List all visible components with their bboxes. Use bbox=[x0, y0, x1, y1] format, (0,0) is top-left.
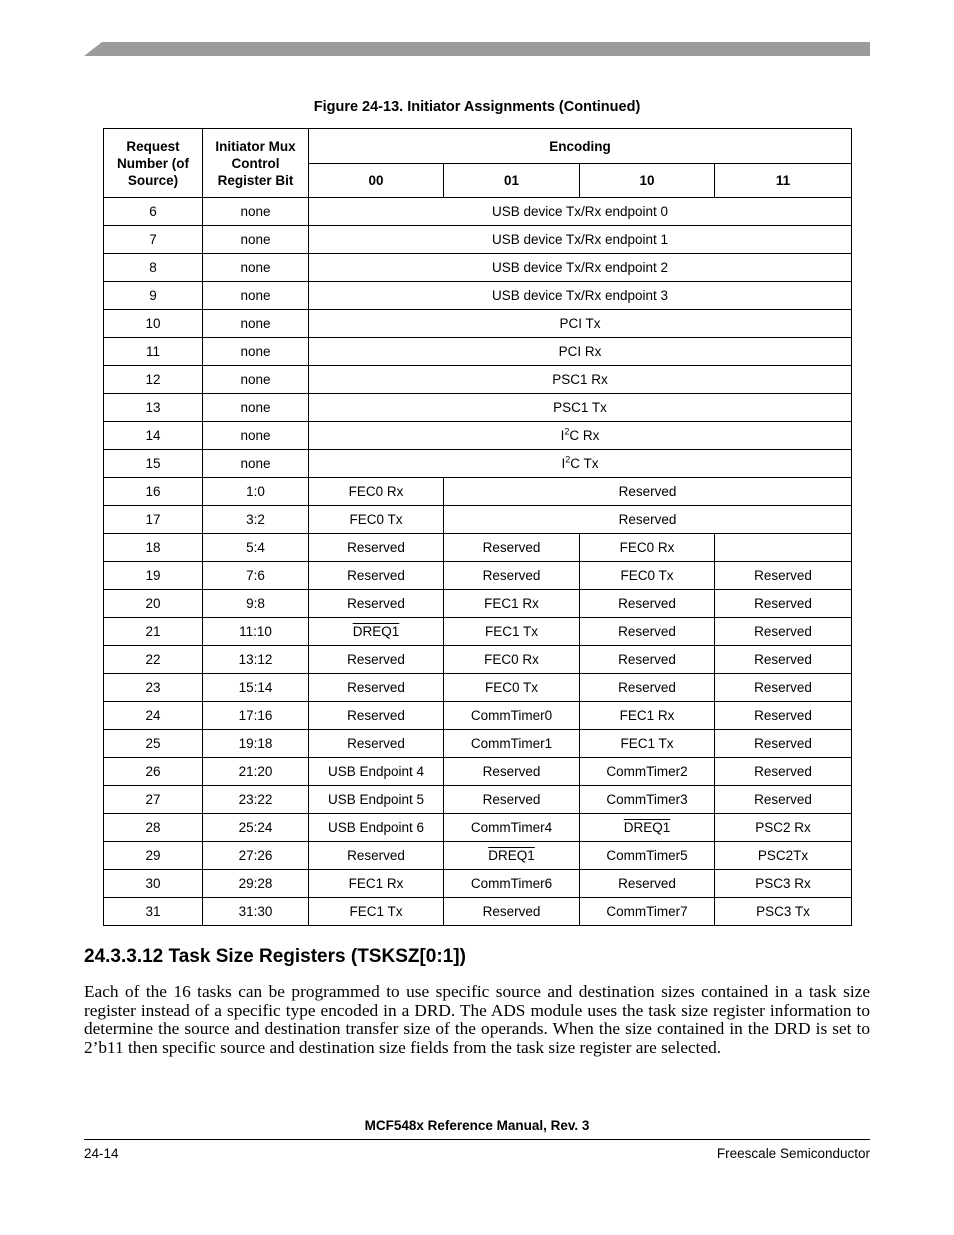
mux-bit: none bbox=[203, 310, 309, 338]
mux-bit: 13:12 bbox=[203, 646, 309, 674]
table-row bbox=[104, 534, 852, 562]
mux-bit: 27:26 bbox=[203, 842, 309, 870]
encoding-10: CommTimer2 bbox=[580, 758, 715, 786]
encoding-10: Reserved bbox=[580, 870, 715, 898]
table-row bbox=[104, 254, 852, 282]
encoding-00: Reserved bbox=[309, 562, 444, 590]
request-number: 13 bbox=[104, 394, 203, 422]
mux-bit: 5:4 bbox=[203, 534, 309, 562]
table-row bbox=[104, 450, 852, 478]
encoding-01 bbox=[444, 842, 580, 870]
request-number: 25 bbox=[104, 730, 203, 758]
encoding-00: USB Endpoint 5 bbox=[309, 786, 444, 814]
request-number: 26 bbox=[104, 758, 203, 786]
encoding-11: PSC3 Tx bbox=[715, 898, 852, 926]
request-number: 15 bbox=[104, 450, 203, 478]
dreq-signal: DREQ1 bbox=[623, 820, 671, 835]
mux-bit: 9:8 bbox=[203, 590, 309, 618]
encoding-10: FEC1 Tx bbox=[580, 730, 715, 758]
encoding-cell: USB device Tx/Rx endpoint 2 bbox=[309, 254, 852, 282]
encoding-00: Reserved bbox=[309, 646, 444, 674]
table-row bbox=[104, 618, 852, 646]
table-row bbox=[104, 898, 852, 926]
request-number: 22 bbox=[104, 646, 203, 674]
table-row bbox=[104, 310, 852, 338]
table-row bbox=[104, 758, 852, 786]
encoding-cell: USB device Tx/Rx endpoint 3 bbox=[309, 282, 852, 310]
table-row bbox=[104, 506, 852, 534]
encoding-00: FEC1 Tx bbox=[309, 898, 444, 926]
mux-bit: none bbox=[203, 226, 309, 254]
encoding-cell: PCI Rx bbox=[309, 338, 852, 366]
dreq-signal: DREQ1 bbox=[352, 624, 400, 639]
mux-bit: 19:18 bbox=[203, 730, 309, 758]
request-number: 8 bbox=[104, 254, 203, 282]
header-enc-00: 00 bbox=[309, 164, 444, 198]
encoding-cell: PSC1 Rx bbox=[309, 366, 852, 394]
encoding-10: Reserved bbox=[580, 618, 715, 646]
request-number: 11 bbox=[104, 338, 203, 366]
encoding-11: PSC2Tx bbox=[715, 842, 852, 870]
mux-bit: none bbox=[203, 450, 309, 478]
mux-bit: 3:2 bbox=[203, 506, 309, 534]
encoding-cell: USB device Tx/Rx endpoint 0 bbox=[309, 198, 852, 226]
initiator-assignments-table bbox=[103, 128, 852, 926]
mux-bit: none bbox=[203, 366, 309, 394]
body-paragraph: Each of the 16 tasks can be programmed to use specific source and destination sizes contained in a task size register instead of a specific type encoded in a DRD. The ADS module uses the task size register information to determine the source and destination transfer size of the operands. When the size contained in the DRD is set to 2’b11 then specific source and destination size fields from the task size register are selected. bbox=[84, 982, 870, 1057]
table-row bbox=[104, 590, 852, 618]
mux-bit: none bbox=[203, 338, 309, 366]
mux-bit: 17:16 bbox=[203, 702, 309, 730]
table-row bbox=[104, 702, 852, 730]
table-row bbox=[104, 646, 852, 674]
header-bar bbox=[84, 42, 870, 56]
request-number: 31 bbox=[104, 898, 203, 926]
encoding-01: CommTimer0 bbox=[444, 702, 580, 730]
request-number: 7 bbox=[104, 226, 203, 254]
encoding-11: Reserved bbox=[715, 758, 852, 786]
table-row bbox=[104, 366, 852, 394]
request-number: 30 bbox=[104, 870, 203, 898]
request-number: 12 bbox=[104, 366, 203, 394]
request-number: 16 bbox=[104, 478, 203, 506]
request-number: 10 bbox=[104, 310, 203, 338]
i2c-prefix: I bbox=[561, 456, 566, 471]
encoding-01: FEC0 Tx bbox=[444, 674, 580, 702]
encoding-11: PSC3 Rx bbox=[715, 870, 852, 898]
figure-caption: Figure 24-13. Initiator Assignments (Continued) bbox=[313, 99, 641, 115]
encoding-01: FEC1 Tx bbox=[444, 618, 580, 646]
encoding-00: Reserved bbox=[309, 674, 444, 702]
encoding-11 bbox=[715, 534, 852, 562]
header-enc-11: 11 bbox=[715, 164, 852, 198]
table-row bbox=[104, 422, 852, 450]
footer-title: MCF548x Reference Manual, Rev. 3 bbox=[364, 1118, 590, 1133]
encoding-10: CommTimer7 bbox=[580, 898, 715, 926]
table-row bbox=[104, 814, 852, 842]
encoding-00: Reserved bbox=[309, 730, 444, 758]
i2c-suffix: C Rx bbox=[569, 428, 600, 443]
footer-divider bbox=[84, 1139, 870, 1140]
encoding-11: Reserved bbox=[715, 590, 852, 618]
mux-bit: 11:10 bbox=[203, 618, 309, 646]
request-number: 29 bbox=[104, 842, 203, 870]
company-name: Freescale Semiconductor bbox=[716, 1146, 870, 1161]
table-row bbox=[104, 842, 852, 870]
section-heading: 24.3.3.12 Task Size Registers (TSKSZ[0:1]) bbox=[84, 946, 466, 967]
mux-bit: none bbox=[203, 394, 309, 422]
request-number: 27 bbox=[104, 786, 203, 814]
encoding-cell: PCI Tx bbox=[309, 310, 852, 338]
encoding-cell: Reserved bbox=[444, 478, 852, 506]
page-number: 24-14 bbox=[84, 1146, 119, 1161]
encoding-01: Reserved bbox=[444, 786, 580, 814]
encoding-11: Reserved bbox=[715, 786, 852, 814]
encoding-00: Reserved bbox=[309, 842, 444, 870]
table-row bbox=[104, 478, 852, 506]
request-number: 21 bbox=[104, 618, 203, 646]
mux-bit: none bbox=[203, 282, 309, 310]
request-number: 9 bbox=[104, 282, 203, 310]
encoding-00: Reserved bbox=[309, 702, 444, 730]
encoding-10: Reserved bbox=[580, 646, 715, 674]
encoding-10: FEC0 Rx bbox=[580, 534, 715, 562]
table-row bbox=[104, 562, 852, 590]
encoding-cell bbox=[309, 450, 852, 478]
header-enc-01: 01 bbox=[444, 164, 580, 198]
mux-bit: 31:30 bbox=[203, 898, 309, 926]
encoding-11: PSC2 Rx bbox=[715, 814, 852, 842]
request-number: 17 bbox=[104, 506, 203, 534]
mux-bit: 1:0 bbox=[203, 478, 309, 506]
request-number: 20 bbox=[104, 590, 203, 618]
encoding-11: Reserved bbox=[715, 702, 852, 730]
encoding-10: FEC1 Rx bbox=[580, 702, 715, 730]
i2c-suffix: C Tx bbox=[570, 456, 599, 471]
encoding-11: Reserved bbox=[715, 646, 852, 674]
mux-bit: 21:20 bbox=[203, 758, 309, 786]
mux-bit: 29:28 bbox=[203, 870, 309, 898]
mux-bit: none bbox=[203, 422, 309, 450]
request-number: 19 bbox=[104, 562, 203, 590]
header-mux-bit: Initiator Mux Control Register Bit bbox=[203, 129, 309, 198]
mux-bit: 15:14 bbox=[203, 674, 309, 702]
request-number: 14 bbox=[104, 422, 203, 450]
encoding-00: FEC1 Rx bbox=[309, 870, 444, 898]
encoding-11: Reserved bbox=[715, 618, 852, 646]
encoding-cell bbox=[309, 422, 852, 450]
table-row bbox=[104, 786, 852, 814]
encoding-10: Reserved bbox=[580, 674, 715, 702]
encoding-01: CommTimer6 bbox=[444, 870, 580, 898]
table-row bbox=[104, 674, 852, 702]
mux-bit: 7:6 bbox=[203, 562, 309, 590]
encoding-00: USB Endpoint 4 bbox=[309, 758, 444, 786]
encoding-10: CommTimer3 bbox=[580, 786, 715, 814]
encoding-01: Reserved bbox=[444, 534, 580, 562]
header-request-number: Request Number (of Source) bbox=[104, 129, 203, 198]
encoding-01: CommTimer4 bbox=[444, 814, 580, 842]
encoding-10 bbox=[580, 814, 715, 842]
encoding-00: Reserved bbox=[309, 590, 444, 618]
mux-bit: 25:24 bbox=[203, 814, 309, 842]
encoding-11: Reserved bbox=[715, 562, 852, 590]
encoding-00: FEC0 Tx bbox=[309, 506, 444, 534]
i2c-prefix: I bbox=[560, 428, 565, 443]
encoding-cell: USB device Tx/Rx endpoint 1 bbox=[309, 226, 852, 254]
encoding-cell: PSC1 Tx bbox=[309, 394, 852, 422]
request-number: 18 bbox=[104, 534, 203, 562]
encoding-10: Reserved bbox=[580, 590, 715, 618]
encoding-00: USB Endpoint 6 bbox=[309, 814, 444, 842]
table-row bbox=[104, 394, 852, 422]
encoding-00: Reserved bbox=[309, 534, 444, 562]
request-number: 23 bbox=[104, 674, 203, 702]
encoding-01: Reserved bbox=[444, 562, 580, 590]
mux-bit: 23:22 bbox=[203, 786, 309, 814]
encoding-01: FEC1 Rx bbox=[444, 590, 580, 618]
request-number: 28 bbox=[104, 814, 203, 842]
encoding-01: Reserved bbox=[444, 758, 580, 786]
encoding-cell: Reserved bbox=[444, 506, 852, 534]
encoding-01: FEC0 Rx bbox=[444, 646, 580, 674]
header-enc-10: 10 bbox=[580, 164, 715, 198]
table-row bbox=[104, 198, 852, 226]
encoding-00 bbox=[309, 618, 444, 646]
table-row bbox=[104, 226, 852, 254]
encoding-01: Reserved bbox=[444, 898, 580, 926]
encoding-01: CommTimer1 bbox=[444, 730, 580, 758]
encoding-10: FEC0 Tx bbox=[580, 562, 715, 590]
request-number: 24 bbox=[104, 702, 203, 730]
header-encoding: Encoding bbox=[309, 129, 852, 164]
encoding-11: Reserved bbox=[715, 730, 852, 758]
mux-bit: none bbox=[203, 254, 309, 282]
table-row bbox=[104, 338, 852, 366]
encoding-11: Reserved bbox=[715, 674, 852, 702]
encoding-10: CommTimer5 bbox=[580, 842, 715, 870]
encoding-00: FEC0 Rx bbox=[309, 478, 444, 506]
i2c-superscript: 2 bbox=[564, 426, 570, 437]
request-number: 6 bbox=[104, 198, 203, 226]
dreq-signal: DREQ1 bbox=[488, 848, 535, 863]
table-row bbox=[104, 870, 852, 898]
i2c-superscript: 2 bbox=[565, 454, 571, 465]
table-row bbox=[104, 282, 852, 310]
table-row bbox=[104, 730, 852, 758]
mux-bit: none bbox=[203, 198, 309, 226]
